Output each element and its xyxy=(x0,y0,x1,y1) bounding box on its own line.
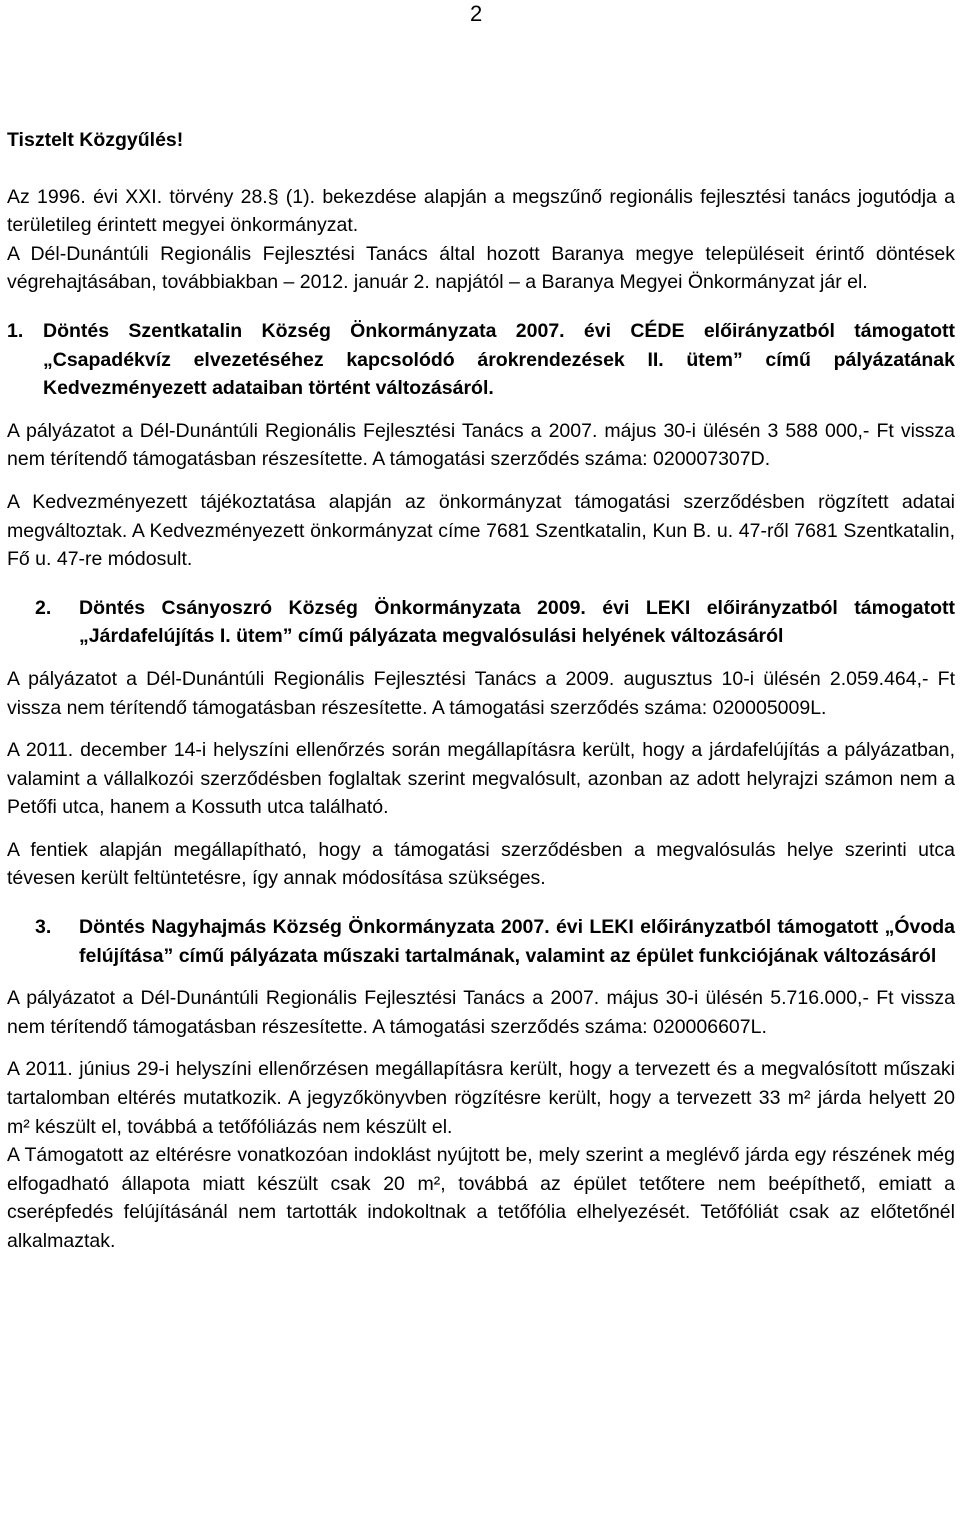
intro-paragraph: A Dél-Dunántúli Regionális Fejlesztési Tanács által hozott Baranya megye településeit érintő döntések végrehajtásában, továbbiakban – 2012. január 2. napjától – a Baranya Megyei Önkormányzat jár el. xyxy=(7,242,955,294)
section-heading xyxy=(7,317,955,403)
section-paragraph: A pályázatot a Dél-Dunántúli Regionális Fejlesztési Tanács a 2007. május 30-i ülésén 3 588 000,- Ft vissza nem térítendő támogatásban részesítette. A támogatási szerződés száma: 020007307D. xyxy=(7,419,955,471)
section-title: Döntés Csányoszró Község Önkormányzata 2009. évi LEKI előirányzatból támogatott „Járdafelújítás I. ütem” című pályázata megvalósulási helyének változásáról xyxy=(79,596,955,648)
section-heading xyxy=(7,594,955,651)
section-paragraph: A pályázatot a Dél-Dunántúli Regionális Fejlesztési Tanács a 2007. május 30-i ülésén 5.716.000,- Ft vissza nem térítendő támogatásban részesítette. A támogatási szerződés száma: 020006607L. xyxy=(7,987,955,1038)
section-paragraph: A 2011. december 14-i helyszíni ellenőrzés során megállapításra került, hogy a járdafelújítás a pályázatban, valamint a vállalkozói szerződésben foglaltak szerint megvalósult, azonban az adott helyrajzi számon nem a Petőfi utca, hanem a Kossuth utca található. xyxy=(7,739,955,819)
section-paragraph: A pályázatot a Dél-Dunántúli Regionális Fejlesztési Tanács a 2009. augusztus 10-i ülésén 2.059.464,- Ft vissza nem térítendő támogatásban részesítette. A támogatási szerződés száma: 020005009L. xyxy=(7,667,955,719)
section-paragraph: A fentiek alapján megállapítható, hogy a támogatási szerződésben a megvalósulás helye szerinti utca tévesen került feltüntetésre, így annak módosítása szükséges. xyxy=(7,838,955,890)
section-number: 2. xyxy=(35,596,52,619)
section-paragraph: A Támogatott az eltérésre vonatkozóan indoklást nyújtott be, mely szerint a meglévő járda egy részének még elfogadható állapota miatt készült csak 20 m², továbbá az épület tetőtere nem beépíthető, emiatt a cserépfedés felújításánál nem tartották indokoltnak a tetőfólia elhelyezését. Tetőfóliát csak az előtetőnél alkalmaztak. xyxy=(7,1144,955,1252)
section-paragraph: A Kedvezményezett tájékoztatása alapján az önkormányzat támogatási szerződésben rögzített adatai megváltoztak. A Kedvezményezett önkormányzat címe 7681 Szentkatalin, Kun B. u. 47-ről 7681 Szentkatalin, Fő u. 47-re módosult. xyxy=(7,490,955,571)
page-number: 2 xyxy=(470,1,483,26)
intro-paragraph: Az 1996. évi XXI. törvény 28.§ (1). bekezdése alapján a megszűnő regionális fejlesztési tanács jogutódja a területileg érintett megyei önkormányzat. xyxy=(7,185,955,237)
section-heading xyxy=(7,913,955,970)
section-number: 1. xyxy=(7,319,24,342)
section-title: Döntés Nagyhajmás Község Önkormányzata 2007. évi LEKI előirányzatból támogatott „Óvoda felújítása” című pályázata műszaki tartalmának, valamint az épület funkciójának változásáról xyxy=(79,916,955,967)
greeting: Tisztelt Közgyűlés! xyxy=(7,129,184,151)
document-body xyxy=(7,126,955,1256)
section-paragraph: A 2011. június 29-i helyszíni ellenőrzésen megállapításra került, hogy a tervezett és a megvalósított műszaki tartalomban eltérés mutatkozik. A jegyzőkönyvben rögzítésre került, hogy a tervezett 33 m² járda helyett 20 m² készült el, továbbá a tetőfóliázás nem készült el. xyxy=(7,1058,955,1138)
section-number: 3. xyxy=(35,916,52,939)
section-title: Döntés Szentkatalin Község Önkormányzata 2007. évi CÉDE előirányzatból támogatott „Csapadékvíz elvezetéséhez kapcsolódó árokrendezések II. ütem” című pályázatának Kedvezményezett adataiban történt változásáról. xyxy=(43,319,955,400)
